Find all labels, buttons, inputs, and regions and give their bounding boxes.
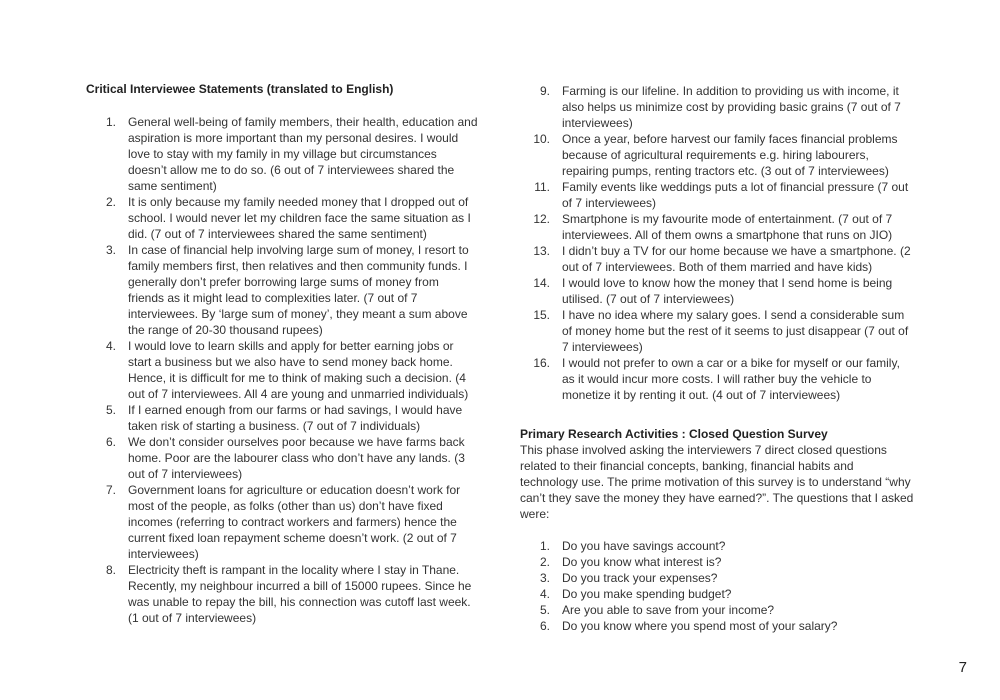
statement-item xyxy=(86,402,478,434)
list-number: 3. xyxy=(539,571,550,585)
statements-heading: Critical Interviewee Statements (translated to English) xyxy=(86,82,394,96)
statement-item xyxy=(520,131,914,179)
statement-item xyxy=(520,355,914,403)
statement-text: Electricity theft is rampant in the locality where I stay in Thane. Recently, my neighbour incurred a bill of 15000 rupees. Since he was unable to repay the bill, his connection was cutoff last week. (1 out of 7 interviewees) xyxy=(128,563,472,625)
statement-text: I would not prefer to own a car or a bike for myself or our family, as it would incur more costs. I will rather buy the vehicle to monetize it by renting it out. (4 out of 7 interviewees) xyxy=(562,356,900,402)
statements-list-right xyxy=(520,83,914,403)
right-column xyxy=(520,83,914,634)
statement-item xyxy=(86,242,478,338)
list-number: 8. xyxy=(105,563,116,577)
question-item xyxy=(520,586,914,602)
page-number: 7 xyxy=(958,659,967,676)
statement-item xyxy=(86,338,478,402)
question-text: Do you know what interest is? xyxy=(562,555,722,569)
list-number: 1. xyxy=(105,115,116,129)
list-number: 1. xyxy=(539,539,550,553)
list-number: 10. xyxy=(533,132,550,146)
statement-item xyxy=(86,434,478,482)
statement-text: Family events like weddings puts a lot of financial pressure (7 out of 7 interviewees) xyxy=(562,180,909,210)
list-number: 13. xyxy=(533,244,550,258)
list-number: 14. xyxy=(533,276,550,290)
statement-text: I didn’t buy a TV for our home because we have a smartphone. (2 out of 7 interviewees. Both of them married and have kids) xyxy=(562,244,911,274)
list-number: 7. xyxy=(105,483,116,497)
list-number: 5. xyxy=(105,403,116,417)
statement-text: We don’t consider ourselves poor because we have farms back home. Poor are the labourer class who don’t have any lands. (3 out of 7 interviewees) xyxy=(128,435,465,481)
list-number: 15. xyxy=(533,308,550,322)
survey-intro: This phase involved asking the interviewers 7 direct closed questions related to their financial concepts, banking, financial habits and technology use. The prime motivation of this survey is to understand “why can’t they save the money they have earned?”. The questions that I asked were: xyxy=(520,443,914,521)
question-text: Do you have savings account? xyxy=(562,539,726,553)
list-number: 3. xyxy=(105,243,116,257)
statement-text: It is only because my family needed money that I dropped out of school. I would never let my children face the same situation as I did. (7 out of 7 interviewees shared the same sentiment) xyxy=(128,195,471,241)
statement-text: Smartphone is my favourite mode of entertainment. (7 out of 7 interviewees. All of them owns a smartphone that runs on JIO) xyxy=(562,212,893,242)
question-text: Do you make spending budget? xyxy=(562,587,732,601)
statement-text: Once a year, before harvest our family faces financial problems because of agricultural requirements e.g. hiring labourers, repairing pumps, renting tractors etc. (3 out of 7 interviewees) xyxy=(562,132,898,178)
list-number: 4. xyxy=(539,587,550,601)
question-text: Are you able to save from your income? xyxy=(562,603,775,617)
statement-item xyxy=(520,275,914,307)
statement-item xyxy=(86,562,478,626)
statement-text: Farming is our lifeline. In addition to providing us with income, it also helps us minimize cost by providing basic grains (7 out of 7 interviewees) xyxy=(562,84,901,130)
question-item xyxy=(520,602,914,618)
list-number: 16. xyxy=(533,356,550,370)
list-number: 11. xyxy=(534,180,550,194)
statement-text: I have no idea where my salary goes. I send a considerable sum of money home but the rest of it seems to just disappear (7 out of 7 interviewees) xyxy=(562,308,909,354)
list-number: 12. xyxy=(533,212,550,226)
statement-item xyxy=(520,243,914,275)
list-number: 6. xyxy=(105,435,116,449)
statements-list-left xyxy=(86,114,478,626)
statement-item xyxy=(86,482,478,562)
question-item xyxy=(520,538,914,554)
statement-text: In case of financial help involving large sum of money, I resort to family members first, then relatives and then community funds. I generally don’t prefer borrowing large sums of money from friends as it might lead to complexities later. (7 out of 7 interviewees. By ‘large sum of money’, they meant a sum above the range of 20-30 thousand rupees) xyxy=(128,243,469,337)
question-item xyxy=(520,618,914,634)
survey-heading: Primary Research Activities : Closed Question Survey xyxy=(520,427,828,441)
statement-item xyxy=(520,307,914,355)
question-item xyxy=(520,570,914,586)
list-number: 2. xyxy=(539,555,550,569)
list-number: 9. xyxy=(539,84,550,98)
statement-text: If I earned enough from our farms or had savings, I would have taken risk of starting a business. (7 out of 7 individuals) xyxy=(128,403,463,433)
list-number: 2. xyxy=(105,195,116,209)
statement-text: I would love to know how the money that I send home is being utilised. (7 out of 7 interviewees) xyxy=(562,276,893,306)
statement-item xyxy=(86,194,478,242)
question-item xyxy=(520,554,914,570)
question-text: Do you know where you spend most of your salary? xyxy=(562,619,838,633)
list-number: 6. xyxy=(539,619,550,633)
statement-text: General well-being of family members, their health, education and aspiration is more important than my personal desires. I would love to stay with my family in my village but circumstances doesn’t allow me to do so. (6 out of 7 interviewees shared the same sentiment) xyxy=(128,115,478,193)
statement-item xyxy=(520,211,914,243)
statement-text: I would love to learn skills and apply for better earning jobs or start a business but we also have to send money back home. Hence, it is difficult for me to think of making such a decision. (4 out of 7 interviewees. All 4 are young and unmarried individuals) xyxy=(128,339,469,401)
statement-item xyxy=(86,114,478,194)
survey-questions-list xyxy=(520,538,914,634)
statement-text: Government loans for agriculture or education doesn’t work for most of the people, as folks (other than us) don’t have fixed incomes (referring to contract workers and farmers) hence the current fixed loan repayment scheme doesn’t work. (2 out of 7 interviewees) xyxy=(128,483,461,561)
list-number: 5. xyxy=(539,603,550,617)
left-column xyxy=(86,81,478,626)
list-number: 4. xyxy=(105,339,116,353)
statement-item xyxy=(520,83,914,131)
statement-item xyxy=(520,179,914,211)
question-text: Do you track your expenses? xyxy=(562,571,718,585)
